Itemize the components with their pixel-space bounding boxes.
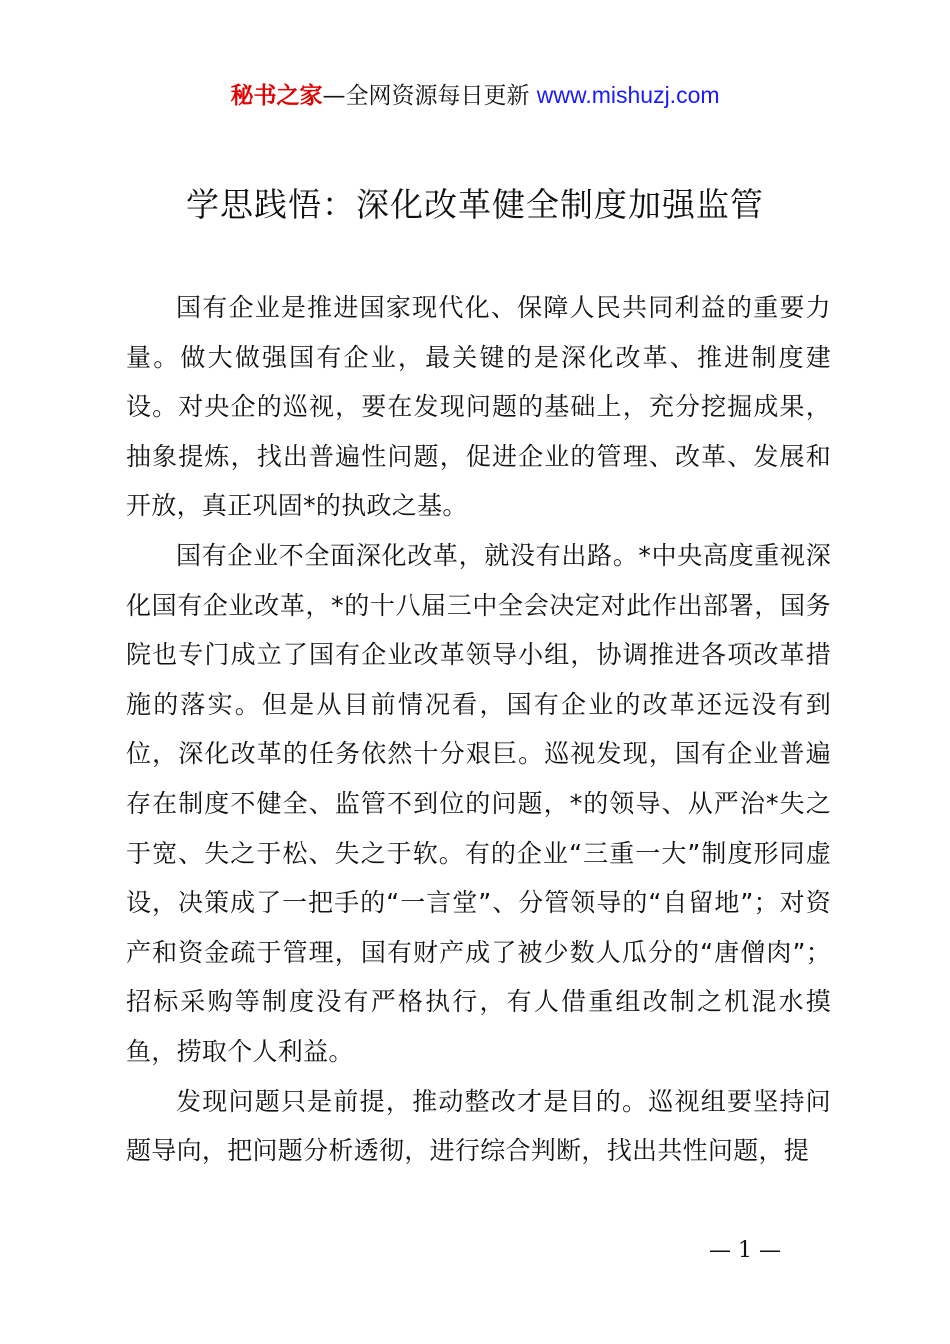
site-tagline: —全网资源每日更新 bbox=[322, 83, 537, 109]
paragraph-1: 国有企业是推进国家现代化、保障人民共同利益的重要力量。做大做强国有企业，最关键的是深化改革、推进制度建设。对央企的巡视，要在发现问题的基础上，充分挖掘成果，抽象提炼，找出普遍性问题，促进企业的管理、改革、发展和开放，真正巩固*的执政之基。 bbox=[126, 293, 831, 521]
document-title: 学思践悟：深化改革健全制度加强监管 bbox=[186, 185, 764, 224]
paragraph-3: 发现问题只是前提，推动整改才是目的。巡视组要坚持问题导向，把问题分析透彻，进行综合判断，找出共性问题，提 bbox=[126, 1086, 831, 1166]
site-brand: 秘书之家 bbox=[230, 83, 323, 109]
document-body bbox=[126, 283, 831, 1176]
paragraph-2: 国有企业不全面深化改革，就没有出路。*中央高度重视深化国有企业改革，*的十八届三中全会决定对此作出部署，国务院也专门成立了国有企业改革领导小组，协调推进各项改革措施的落实。但是从目前情况看，国有企业的改革还远没有到位，深化改革的任务依然十分艰巨。巡视发现，国有企业普遍存在制度不健全、监管不到位的问题，*的领导、从严治*失之于宽、失之于松、失之于软。有的企业“三重一大”制度形同虚设，决策成了一把手的“一言堂”、分管领导的“自留地”；对资产和资金疏于管理，国有财产成了被少数人瓜分的“唐僧肉”；招标采购等制度没有严格执行，有人借重组改制之机混水摸鱼，捞取个人利益。 bbox=[126, 540, 831, 1066]
site-url-link[interactable]: www.mishuzj.com bbox=[536, 82, 720, 108]
page-number: — 1 — bbox=[709, 1238, 781, 1263]
site-header bbox=[0, 78, 950, 113]
